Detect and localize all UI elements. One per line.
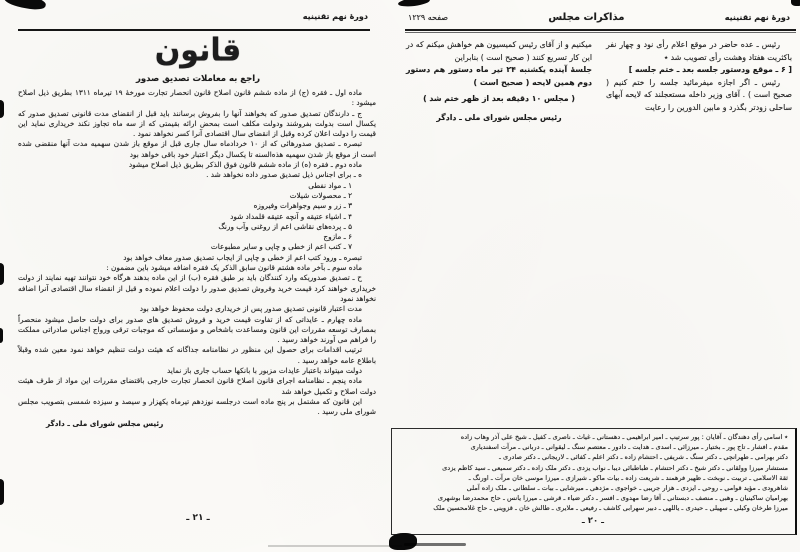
scan-artifact-left-edge [0, 263, 4, 285]
law-title: قانون [154, 32, 242, 69]
scan-artifact-left-edge [0, 100, 4, 118]
law-list-item: ۷ ـ کتب اعم از خطی و چاپی و سایر مطبوعات [210, 242, 352, 252]
law-list-item: ۴ ـ اشیاء عتیقه و آنچه عتیقه قلمداد شود [230, 211, 352, 221]
left-signature: رئیس مجلس شورای ملی ـ دادگر [46, 418, 164, 428]
left-header-rule [18, 29, 370, 31]
law-paragraph: تبصره ـ ورود کتب اعم از خطی و چاپی از ایجاب تصدیق صدور معاف خواهد بود [123, 252, 362, 262]
left-page-number: ـ ۲۱ ـ [186, 513, 210, 523]
next-session-note: جلسهٔ آینده یکشنبه ۲۴ تیر ماه دستور هم دستور دوم همین لایحه ( صحیح است ) [406, 65, 592, 87]
proceedings-paragraph: رئیس ـ اگر اجازه میفرمائید جلسه را ختم کنیم ( صحیح است ) . آقای وزیر داخله مستعجلند که لایحه آبهای ساحلی زودتر بگذرد و مابین الدورین را رعایت [606, 77, 792, 112]
right-volume-header: دورهٔ نهم تقنینیه [724, 13, 790, 22]
law-paragraph: ج ـ دارندگان تصدیق صدور که بخواهند آنها را بفروش برسانند باید قبل از انقضای مدت قانونی تصدیق صدور که یکسال است بدولت بفروشند ودولت مکلف است بمحض ارائه بقیمتی که از سه ماه تجاوز نکند خریداری نماید این قیمت را دولت اعلان کرده وقبل از انقضای سال اقتصادی آنرا کسر نخواهد نمود . [18, 108, 376, 139]
voters-line: دکتر بهرامی ـ طهرانچی ـ دکتر سنگ ـ شریفی ـ احتشام زاده ـ دکتر اعلم ـ کفائی ـ لاریجانی ـ دکتر صادری ـ [499, 453, 788, 462]
right-header-row [408, 12, 790, 23]
right-header-rule [405, 29, 796, 33]
right-signature: رئیس مجلس شورای ملی ـ دادگر [436, 112, 562, 122]
voters-line: شاهرودی ـ مؤید قوامی ـ روحی ـ ایزدی ـ هزار جریبی ـ خواجوی ـ مژدهی ـ میرشایی ـ بیات ـ سلطانی ـ ملک زاده آملی [466, 484, 788, 493]
right-page [400, 0, 800, 552]
law-paragraph: ماده سوم ـ بآخر ماده هشتم قانون سابق الذکر یک فقره اضافه میشود باین مضمون : [106, 263, 362, 273]
agenda-heading: [ ۶ ـ موقع ودستور جلسه بعد ـ ختم جلسه ] [628, 65, 792, 75]
law-paragraph: ه ـ برای اجناس ذیل تصدیق صدور داده نخواهد شد . [206, 170, 362, 180]
voters-box [391, 428, 797, 535]
law-paragraph: مدت اعتبار قانونی تصدیق صدور پس از خریداری دولت محفوظ خواهد بود [139, 304, 362, 314]
proceedings-paragraph: رئیس ـ عده حاضر در موقع اعلام رأی نود و چهار نفر باکثریت هفتاد وهشت رأی تصویب شد ٭ [606, 40, 792, 62]
scan-artifact-bottom-smear [404, 543, 466, 546]
right-page-number: ـ ۲۰ ـ [581, 515, 605, 526]
law-list-item: ۵ ـ پرده‌های نقاشی اعم از روغنی وآب ورنگ [218, 221, 352, 231]
scan-artifact-left-edge [0, 328, 3, 343]
law-paragraph: ترتیب اقدامات برای حصول این منظور در نظامنامه جداگانه که هیئت دولت تنظیم خواهد نمود معین شده وقبلاً باطلاع عامه خواهد رسید . [18, 345, 376, 365]
law-paragraph: دولت میتواند باعتبار عایدات مزبور با بانکها حساب جاری باز نماید [166, 366, 362, 376]
law-paragraph: ح ـ تصدیق صدوریکه وارد کنندگان باید بر طبق فقره (ب) از این ماده بدهند هرگاه خود نتوانند تهیه نمایند از دولت خریداری خواهند کرد قیمت خرید وفروش تصدیق صدور را دولت اعلام نموده و قبل از انقضاء سال اقتصادی آنرا اضافه نخواهد نمود [18, 273, 376, 303]
voters-line: مستشار میرزا وولقانی ـ دکتر شیخ ـ دکتر احتشام ـ طباطبائی دیبا ـ نواب یزدی ـ دکتر ملک زاده ـ دکتر سمیعی ـ سید کاظم یزدی [442, 463, 788, 472]
voters-line: میرزا طرخان وکیلی ـ سهیلی ـ حیدری ـ یاللهی ـ دبیر سهرابی کاشف ـ رفیعی ـ ملایری ـ طالش خان ـ قزوینی ـ حاج غلامحسین ملک [433, 504, 788, 513]
voters-line: ٭ اسامی رأی دهندگان ـ آقایان : پور سرتیپ ـ امیر ابراهیمی ـ دهستانی ـ غیاث ـ ناصری ـ کفیل ـ شیخ علی آذر وهاب زاده [460, 433, 788, 441]
law-paragraph: این قانون که مشتمل بر پنج ماده است درجلسه نوزدهم تیرماه یکهزار و سیصد و سیزده شمسی بتصویب مجلس شورای ملی رسید . [18, 396, 376, 417]
journal-title: مذاکرات مجلس [548, 12, 625, 23]
voters-line: مقدم ـ افشار ـ تاج پور ـ بختیار ـ میرزائی ـ اسدی ـ هدایت ـ دادور ـ معتصم سنگ ـ لیقوانی ـ دربانی ـ مرآت اسفندیاری [470, 443, 788, 452]
law-paragraph: تبصره ـ تصدیق صدورهائی که از ۱۰ خردادماه سال جاری قبل از موقع باز شدن سهمیه مدت آنها منقضی شده است از موقع باز شدن سهمیه هذه‌السنه تا یکسال دیگر اعتبار خود باقی خواهد بود [18, 139, 376, 159]
law-subtitle: راجع به معاملات تصدیق صدور [135, 74, 261, 84]
proceedings-paragraph: میکنیم و از آقای رئیس کمیسیون هم خواهش میکنم که در این کار تسریع کنند ( صحیح است ) بنابراین [406, 40, 592, 62]
law-paragraph: ماده اول ـ فقره (ج) از ماده ششم قانون اصلاح قانون انحصار تجارت مورخهٔ ۱۹ تیرماه ۱۳۱۱ بطریق ذیل اصلاح میشود : [18, 88, 376, 108]
scan-artifact-bottom-line [268, 545, 402, 547]
right-page-label: صفحه ۱۲۲۹ [408, 13, 449, 22]
law-paragraph: ماده چهارم ـ عایداتی که از تفاوت قیمت خرید و فروش تصدیق های صدور برای دولت حاصل میشود منحصراً بمصارف توسعه مقررات این قانون ومساعدت باشخاص و مؤسساتی که موجبات ترقی ورواج اجناس صادراتی مملکت را فراهم می آورند خواهد رسید . [18, 314, 376, 345]
law-body [18, 88, 376, 429]
adjournment-note: ( مجلس ۱۰ دقیقه بعد از ظهر ختم شد ) [423, 94, 575, 104]
proceedings-columns [406, 39, 792, 125]
scan-artifact-top-right [791, 0, 800, 6]
law-list-item: ۲ ـ محصولات شیلات [289, 190, 352, 200]
binding-shadow [396, 85, 399, 547]
left-volume-header: دورهٔ نهم تقنینیه [302, 12, 368, 21]
scan-artifact-bottom-blob [389, 533, 417, 550]
voters-line: بهرامیان ساکینیان ـ وهبی ـ منصف ـ دبستانی ـ آقا رضا مهدوی ـ افسر ـ دکتر ضیاء ـ قرشی ـ میرزا یانس ـ حاج محمدرضا بوشهری [437, 494, 788, 503]
law-list-item: ۳ ـ زر و سیم وجواهرات وفیروزه [253, 201, 352, 211]
law-list-item: ۱ ـ مواد نفطی [308, 180, 352, 190]
scan-artifact-left-edge [0, 479, 4, 505]
law-list-item: ۶ ـ مازوج [323, 232, 352, 242]
left-page [0, 0, 396, 552]
law-paragraph: ماده پنجم ـ نظامنامه اجرای قانون اصلاح قانون انحصار تجارت خارجی باقتضای مقررات این مواد از طرف هیئت دولت اصلاح و تکمیل خواهد شد [18, 376, 376, 396]
column-right [606, 39, 792, 125]
voters-line: ثقة الاسلامی ـ تربیت ـ نوبخت ـ ظهیر فرهمند ـ شریعت زاده ـ بیات ماکو ـ شیرازی ـ میرزا موسی خان مرآت ـ اورنگ ـ [468, 473, 788, 482]
column-left [406, 39, 592, 125]
law-paragraph: ماده دوم ـ فقره (ه) از ماده ششم قانون فوق الذکر بطریق ذیل اصلاح میشود [128, 160, 362, 170]
